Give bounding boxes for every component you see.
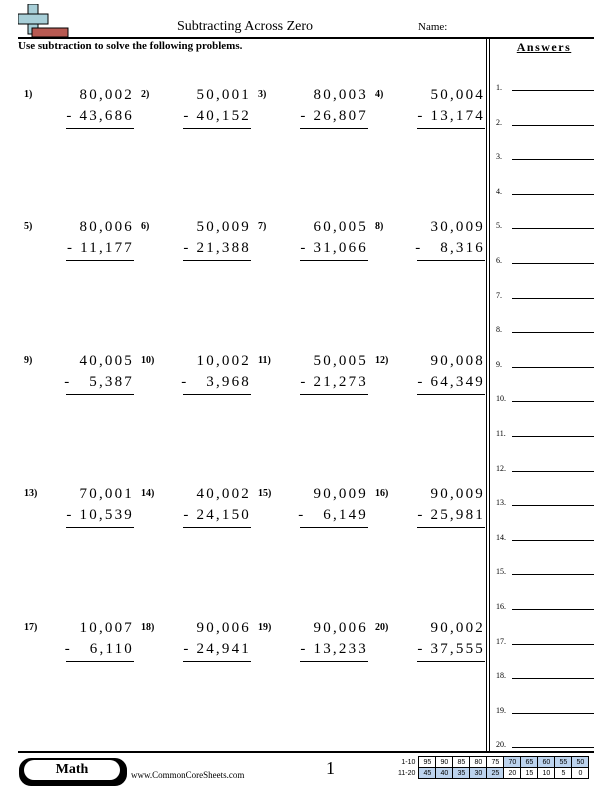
score-cell: 20 <box>504 768 521 779</box>
answer-number: 1. <box>496 83 502 92</box>
subtrahend: - 24,941 <box>183 641 251 657</box>
page-title: Subtracting Across Zero <box>176 19 314 34</box>
subtrahend: - 6,110 <box>64 641 134 657</box>
minuend: 90,006 <box>313 620 368 636</box>
answer-line <box>300 394 368 395</box>
subtrahend: - 40,152 <box>183 108 251 124</box>
answer-blank-line[interactable] <box>512 678 594 679</box>
answer-blank-line[interactable] <box>512 747 594 748</box>
score-cell: 45 <box>419 768 436 779</box>
minuend: 90,009 <box>313 486 368 502</box>
answer-number: 3. <box>496 152 502 162</box>
answer-line <box>66 661 134 662</box>
problem <box>258 219 368 279</box>
problem <box>375 486 485 546</box>
subtrahend: - 64,349 <box>417 374 485 390</box>
answer-number: 12. <box>496 463 506 473</box>
score-cell: 15 <box>521 768 538 779</box>
answer-row <box>496 389 594 405</box>
page-number: 1 <box>326 758 335 778</box>
problem-number: 4) <box>375 89 384 100</box>
answer-row <box>496 424 594 440</box>
minuend: 10,007 <box>79 620 134 636</box>
minuend: 90,002 <box>430 620 485 636</box>
subtrahend: - 13,174 <box>417 108 485 124</box>
problem-number: 2) <box>141 89 150 100</box>
answer-blank-line[interactable] <box>512 367 594 368</box>
answer-number: 2. <box>496 117 502 127</box>
answer-number: 19. <box>496 705 506 715</box>
answer-row <box>496 666 594 682</box>
problem <box>24 219 134 279</box>
subtrahend: - 21,388 <box>183 240 251 256</box>
score-cell: 35 <box>453 768 470 779</box>
minuend: 90,006 <box>196 620 251 636</box>
problem-number: 5) <box>24 221 33 232</box>
answers-heading: Answers <box>516 40 572 54</box>
subtrahend: - 37,555 <box>417 641 485 657</box>
answer-row <box>496 147 594 163</box>
score-range-label: 1-10 <box>401 758 416 766</box>
score-cell: 95 <box>419 757 436 768</box>
answer-line <box>417 128 485 129</box>
answer-blank-line[interactable] <box>512 263 594 264</box>
subtrahend: - 43,686 <box>66 108 134 124</box>
minuend: 40,002 <box>196 486 251 502</box>
problem-number: 8) <box>375 221 384 232</box>
subtrahend: - 11,177 <box>66 240 134 256</box>
answer-row <box>496 459 594 475</box>
answer-line <box>183 527 251 528</box>
score-cell: 40 <box>436 768 453 779</box>
answer-row <box>496 251 594 267</box>
answer-blank-line[interactable] <box>512 298 594 299</box>
problem <box>24 87 134 147</box>
answer-line <box>183 394 251 395</box>
problem <box>24 620 134 680</box>
answer-line <box>417 527 485 528</box>
answer-blank-line[interactable] <box>512 574 594 575</box>
name-label: Name: <box>418 21 448 33</box>
problem <box>258 620 368 680</box>
answer-row <box>496 78 594 94</box>
answer-row <box>496 355 594 371</box>
answer-blank-line[interactable] <box>512 90 594 91</box>
score-cell: 80 <box>470 757 487 768</box>
subtrahend: - 10,539 <box>66 507 134 523</box>
score-range-label: 11-20 <box>398 769 416 777</box>
answer-row <box>496 113 594 129</box>
problem-number: 9) <box>24 355 33 366</box>
score-cell: 0 <box>572 768 589 779</box>
subtrahend: - 21,273 <box>300 374 368 390</box>
score-row <box>396 757 589 768</box>
minuend: 50,001 <box>196 87 251 103</box>
minuend: 50,009 <box>196 219 251 235</box>
answer-blank-line[interactable] <box>512 436 594 437</box>
answer-line <box>66 394 134 395</box>
subtrahend: - 31,066 <box>300 240 368 256</box>
answer-blank-line[interactable] <box>512 159 594 160</box>
answer-line <box>183 260 251 261</box>
minuend: 90,008 <box>430 353 485 369</box>
answer-blank-line[interactable] <box>512 332 594 333</box>
minuend: 80,002 <box>79 87 134 103</box>
problem <box>375 353 485 413</box>
answer-blank-line[interactable] <box>512 505 594 506</box>
problem-number: 16) <box>375 488 389 499</box>
answer-blank-line[interactable] <box>512 471 594 472</box>
answer-number: 17. <box>496 636 506 646</box>
answer-column-divider <box>486 37 490 751</box>
problem <box>375 620 485 680</box>
subtrahend: - 5,387 <box>64 374 134 390</box>
answer-blank-line[interactable] <box>512 401 594 402</box>
answer-line <box>417 394 485 395</box>
answer-row <box>496 493 594 509</box>
answer-number: 8. <box>496 325 502 335</box>
answer-blank-line[interactable] <box>512 125 594 126</box>
answer-number: 14. <box>496 532 506 542</box>
footer-divider <box>18 751 594 753</box>
problem <box>375 219 485 279</box>
minuend: 80,006 <box>79 219 134 235</box>
subtrahend: - 13,233 <box>300 641 368 657</box>
answer-number: 18. <box>496 671 506 681</box>
answer-row <box>496 286 594 302</box>
problem-number: 20) <box>375 622 389 633</box>
score-cell: 60 <box>538 757 555 768</box>
answer-number: 11. <box>496 429 506 438</box>
answer-line <box>417 260 485 261</box>
answer-row <box>496 216 594 232</box>
score-cell: 10 <box>538 768 555 779</box>
subtrahend: - 26,807 <box>300 108 368 124</box>
header-divider <box>18 37 594 39</box>
minuend: 60,005 <box>313 219 368 235</box>
score-cell: 70 <box>504 757 521 768</box>
minuend: 80,003 <box>313 87 368 103</box>
answer-blank-line[interactable] <box>512 194 594 195</box>
score-cell: 85 <box>453 757 470 768</box>
instructions: Use subtraction to solve the following problems. <box>18 40 243 52</box>
answer-line <box>183 661 251 662</box>
answer-row <box>496 632 594 648</box>
problem-number: 12) <box>375 355 389 366</box>
answer-row <box>496 735 594 751</box>
problem <box>141 87 251 147</box>
answer-row <box>496 528 594 544</box>
problem-number: 6) <box>141 221 150 232</box>
answer-number: 20. <box>496 740 506 750</box>
problem-number: 3) <box>258 89 267 100</box>
problem-number: 17) <box>24 622 38 633</box>
problem-number: 15) <box>258 488 272 499</box>
problem <box>24 353 134 413</box>
website-link[interactable]: www.CommonCoreSheets.com <box>131 770 245 780</box>
score-cell: 75 <box>487 757 504 768</box>
score-table <box>396 756 589 779</box>
minuend: 10,002 <box>196 353 251 369</box>
problem <box>258 353 368 413</box>
problem-number: 18) <box>141 622 155 633</box>
score-cell: 65 <box>521 757 538 768</box>
score-cell: 30 <box>470 768 487 779</box>
answer-blank-line[interactable] <box>512 540 594 541</box>
subtrahend: - 25,981 <box>417 507 485 523</box>
score-cell: 90 <box>436 757 453 768</box>
problem-number: 14) <box>141 488 155 499</box>
answer-number: 16. <box>496 602 506 611</box>
answer-number: 5. <box>496 221 502 231</box>
answer-number: 6. <box>496 256 502 265</box>
problem <box>375 87 485 147</box>
answer-row <box>496 562 594 578</box>
answer-number: 4. <box>496 186 502 196</box>
minuend: 90,009 <box>430 486 485 502</box>
subtrahend: - 8,316 <box>415 240 485 256</box>
minuend: 30,009 <box>430 219 485 235</box>
answer-number: 10. <box>496 394 506 404</box>
answer-line <box>66 128 134 129</box>
score-row <box>396 768 589 779</box>
subtrahend: - 3,968 <box>181 374 251 390</box>
problem <box>141 486 251 546</box>
problem-number: 13) <box>24 488 38 499</box>
answer-line <box>300 527 368 528</box>
answer-row <box>496 701 594 717</box>
subtrahend: - 6,149 <box>298 507 368 523</box>
answer-line <box>183 128 251 129</box>
subject-label: Math <box>24 760 120 780</box>
answer-line <box>300 260 368 261</box>
answer-blank-line[interactable] <box>512 228 594 229</box>
answer-blank-line[interactable] <box>512 713 594 714</box>
problem <box>141 219 251 279</box>
minuend: 40,005 <box>79 353 134 369</box>
score-cell: 55 <box>555 757 572 768</box>
answer-blank-line[interactable] <box>512 609 594 610</box>
answer-line <box>300 128 368 129</box>
answer-line <box>417 661 485 662</box>
answer-number: 7. <box>496 290 502 300</box>
minuend: 70,001 <box>79 486 134 502</box>
problem <box>141 353 251 413</box>
answer-line <box>66 527 134 528</box>
answer-number: 9. <box>496 359 502 369</box>
problem <box>141 620 251 680</box>
score-cell: 5 <box>555 768 572 779</box>
problem-number: 7) <box>258 221 267 232</box>
problem <box>258 87 368 147</box>
problem-number: 10) <box>141 355 155 366</box>
minuend: 50,005 <box>313 353 368 369</box>
problem-number: 19) <box>258 622 272 633</box>
answer-line <box>66 260 134 261</box>
answer-line <box>300 661 368 662</box>
problem <box>258 486 368 546</box>
answer-row <box>496 182 594 198</box>
score-cell: 25 <box>487 768 504 779</box>
problem <box>24 486 134 546</box>
answer-number: 15. <box>496 567 506 577</box>
answer-row <box>496 597 594 613</box>
problem-number: 1) <box>24 89 33 100</box>
answer-row <box>496 320 594 336</box>
problem-number: 11) <box>258 355 271 366</box>
score-cell: 50 <box>572 757 589 768</box>
subtrahend: - 24,150 <box>183 507 251 523</box>
minuend: 50,004 <box>430 87 485 103</box>
answer-number: 13. <box>496 498 506 508</box>
answer-blank-line[interactable] <box>512 644 594 645</box>
